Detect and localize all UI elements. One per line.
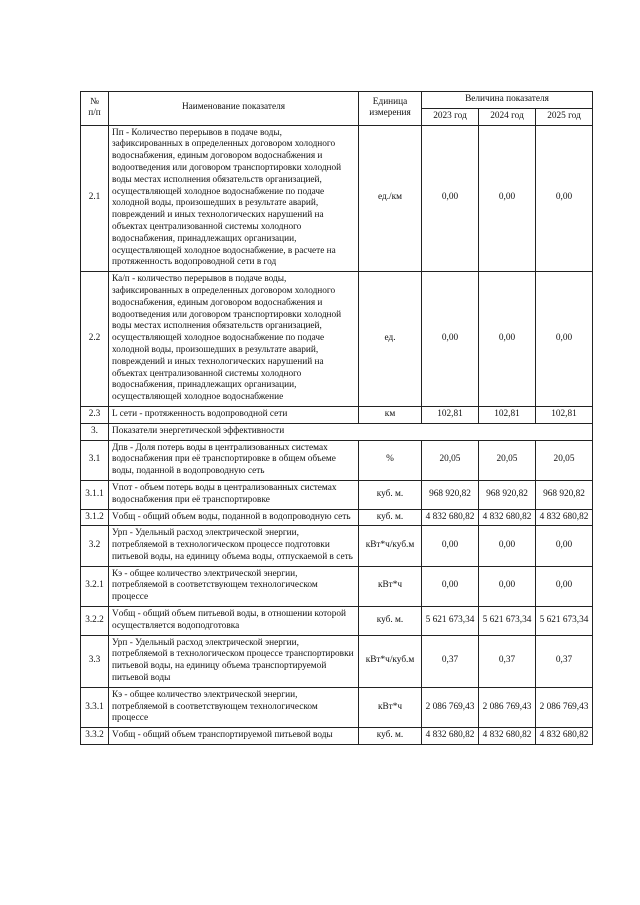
row-unit: куб. м. (359, 480, 422, 509)
row-name: Vпот - объем потерь воды в централизованных системах водоснабжения при её транспортировке (109, 480, 359, 509)
row-unit: куб. м. (359, 607, 422, 636)
row-value-2024: 0,37 (479, 635, 536, 687)
table-row (81, 728, 593, 745)
row-value-2024: 4 832 680,82 (479, 509, 536, 526)
row-value-2024: 0,00 (479, 125, 536, 272)
row-name: Кэ - общее количество электрической энергии, потребляемой в соответствующем технологическом процессе (109, 566, 359, 606)
row-value-2024: 5 621 673,34 (479, 607, 536, 636)
indicators-table (80, 91, 593, 745)
header-year-2023: 2023 год (422, 108, 479, 125)
row-value-2024: 102,81 (479, 406, 536, 423)
table-row (81, 607, 593, 636)
table-row (81, 272, 593, 407)
table-row (81, 480, 593, 509)
row-value-2024: 0,00 (479, 566, 536, 606)
row-value-2025: 0,00 (536, 125, 593, 272)
table-row (81, 687, 593, 727)
row-value-2025: 2 086 769,43 (536, 687, 593, 727)
header-year-2025: 2025 год (536, 108, 593, 125)
row-number: 3.1 (81, 440, 109, 480)
row-name: Пп - Количество перерывов в подаче воды, зафиксированных в определенных договором холодного водоснабжения, единым договором водоснабжения и водоотведения или договором транспортировки холодной воды местах исполнения обязательств организацией, осуществляющей холодное водоснабжение по подаче холодной воды, произошедших в результате аварий, повреждений и иных технологических нарушений на объектах централизованной системы холодного водоснабжения, принадлежащих организации, осуществляющей холодное водоснабжение, в расчете на протяженность водопроводной сети в год (109, 125, 359, 272)
row-value-2025: 968 920,82 (536, 480, 593, 509)
row-number: 3.2.2 (81, 607, 109, 636)
row-name: Урп - Удельный расход электрической энергии, потребляемой в технологическом процессе транспортировки питьевой воды, на единицу объема транспортируемой питьевой воды (109, 635, 359, 687)
row-number: 2.2 (81, 272, 109, 407)
row-value-2025: 0,37 (536, 635, 593, 687)
header-value-group: Величина показателя (422, 92, 593, 109)
row-name: Vобщ - общий объем воды, поданной в водопроводную сеть (109, 509, 359, 526)
row-value-2025: 0,00 (536, 272, 593, 407)
row-unit: куб. м. (359, 509, 422, 526)
row-number: 3.2 (81, 526, 109, 566)
row-unit: ед. (359, 272, 422, 407)
row-value-2023: 2 086 769,43 (422, 687, 479, 727)
row-value-2025: 0,00 (536, 526, 593, 566)
row-value-2023: 0,00 (422, 125, 479, 272)
row-name: Дпв - Доля потерь воды в централизованных системах водоснабжения при её транспортировке в общем объеме воды, поданной в водопроводную сеть (109, 440, 359, 480)
table-row (81, 406, 593, 423)
row-value-2023: 0,00 (422, 526, 479, 566)
section-number: 3. (81, 423, 109, 440)
header-unit: Единица измерения (359, 92, 422, 126)
table-row (81, 526, 593, 566)
row-value-2023: 102,81 (422, 406, 479, 423)
row-value-2023: 5 621 673,34 (422, 607, 479, 636)
row-value-2024: 20,05 (479, 440, 536, 480)
row-value-2025: 5 621 673,34 (536, 607, 593, 636)
row-name: Кэ - общее количество электрической энергии, потребляемой в соответствующем технологическом процессе (109, 687, 359, 727)
row-number: 3.2.1 (81, 566, 109, 606)
row-unit: км (359, 406, 422, 423)
row-value-2024: 0,00 (479, 272, 536, 407)
row-name: Урп - Удельный расход электрической энергии, потребляемой в технологическом процессе подготовки питьевой воды, на единицу объема воды, отпускаемой в сеть (109, 526, 359, 566)
row-number: 2.1 (81, 125, 109, 272)
row-number: 3.3 (81, 635, 109, 687)
row-number: 3.3.1 (81, 687, 109, 727)
row-value-2023: 0,37 (422, 635, 479, 687)
row-name: Ка/п - количество перерывов в подаче воды, зафиксированных в определенных договором холодного водоснабжения, единым договором водоснабжения и водоотведения или договором транспортировки холодной воды местах исполнения обязательств организацией, осуществляющей холодное водоснабжение по подаче холодной воды, произошедших в результате аварий, повреждений и иных технологических нарушений на объектах централизованной системы холодного водоснабжения, принадлежащих организации, осуществляющей холодное водоснабжение (109, 272, 359, 407)
row-number: 3.1.2 (81, 509, 109, 526)
row-unit: кВт*ч (359, 687, 422, 727)
row-value-2024: 2 086 769,43 (479, 687, 536, 727)
table-row (81, 440, 593, 480)
row-name: L сети - протяженность водопроводной сети (109, 406, 359, 423)
row-value-2025: 4 832 680,82 (536, 509, 593, 526)
row-unit: % (359, 440, 422, 480)
row-value-2025: 20,05 (536, 440, 593, 480)
row-value-2023: 0,00 (422, 272, 479, 407)
row-unit: кВт*ч/куб.м (359, 635, 422, 687)
row-unit: ед./км (359, 125, 422, 272)
table-row (81, 125, 593, 272)
row-value-2024: 4 832 680,82 (479, 728, 536, 745)
row-value-2023: 4 832 680,82 (422, 509, 479, 526)
row-value-2025: 102,81 (536, 406, 593, 423)
row-number: 2.3 (81, 406, 109, 423)
row-unit: куб. м. (359, 728, 422, 745)
table-header (81, 92, 593, 126)
row-unit: кВт*ч (359, 566, 422, 606)
row-value-2024: 0,00 (479, 526, 536, 566)
table-row (81, 566, 593, 606)
row-name: Vобщ - общий объем транспортируемой питьевой воды (109, 728, 359, 745)
row-number: 3.1.1 (81, 480, 109, 509)
header-name: Наименование показателя (109, 92, 359, 126)
section-row (81, 423, 593, 440)
table-body (81, 125, 593, 744)
header-number: № п/п (81, 92, 109, 126)
header-year-2024: 2024 год (479, 108, 536, 125)
row-number: 3.3.2 (81, 728, 109, 745)
row-value-2023: 4 832 680,82 (422, 728, 479, 745)
row-value-2023: 20,05 (422, 440, 479, 480)
row-value-2025: 0,00 (536, 566, 593, 606)
row-name: Vобщ - общий объем питьевой воды, в отношении которой осуществляется водоподготовка (109, 607, 359, 636)
table-row (81, 635, 593, 687)
row-value-2023: 0,00 (422, 566, 479, 606)
table-row (81, 509, 593, 526)
row-value-2025: 4 832 680,82 (536, 728, 593, 745)
row-value-2023: 968 920,82 (422, 480, 479, 509)
section-title: Показатели энергетической эффективности (109, 423, 593, 440)
row-unit: кВт*ч/куб.м (359, 526, 422, 566)
row-value-2024: 968 920,82 (479, 480, 536, 509)
